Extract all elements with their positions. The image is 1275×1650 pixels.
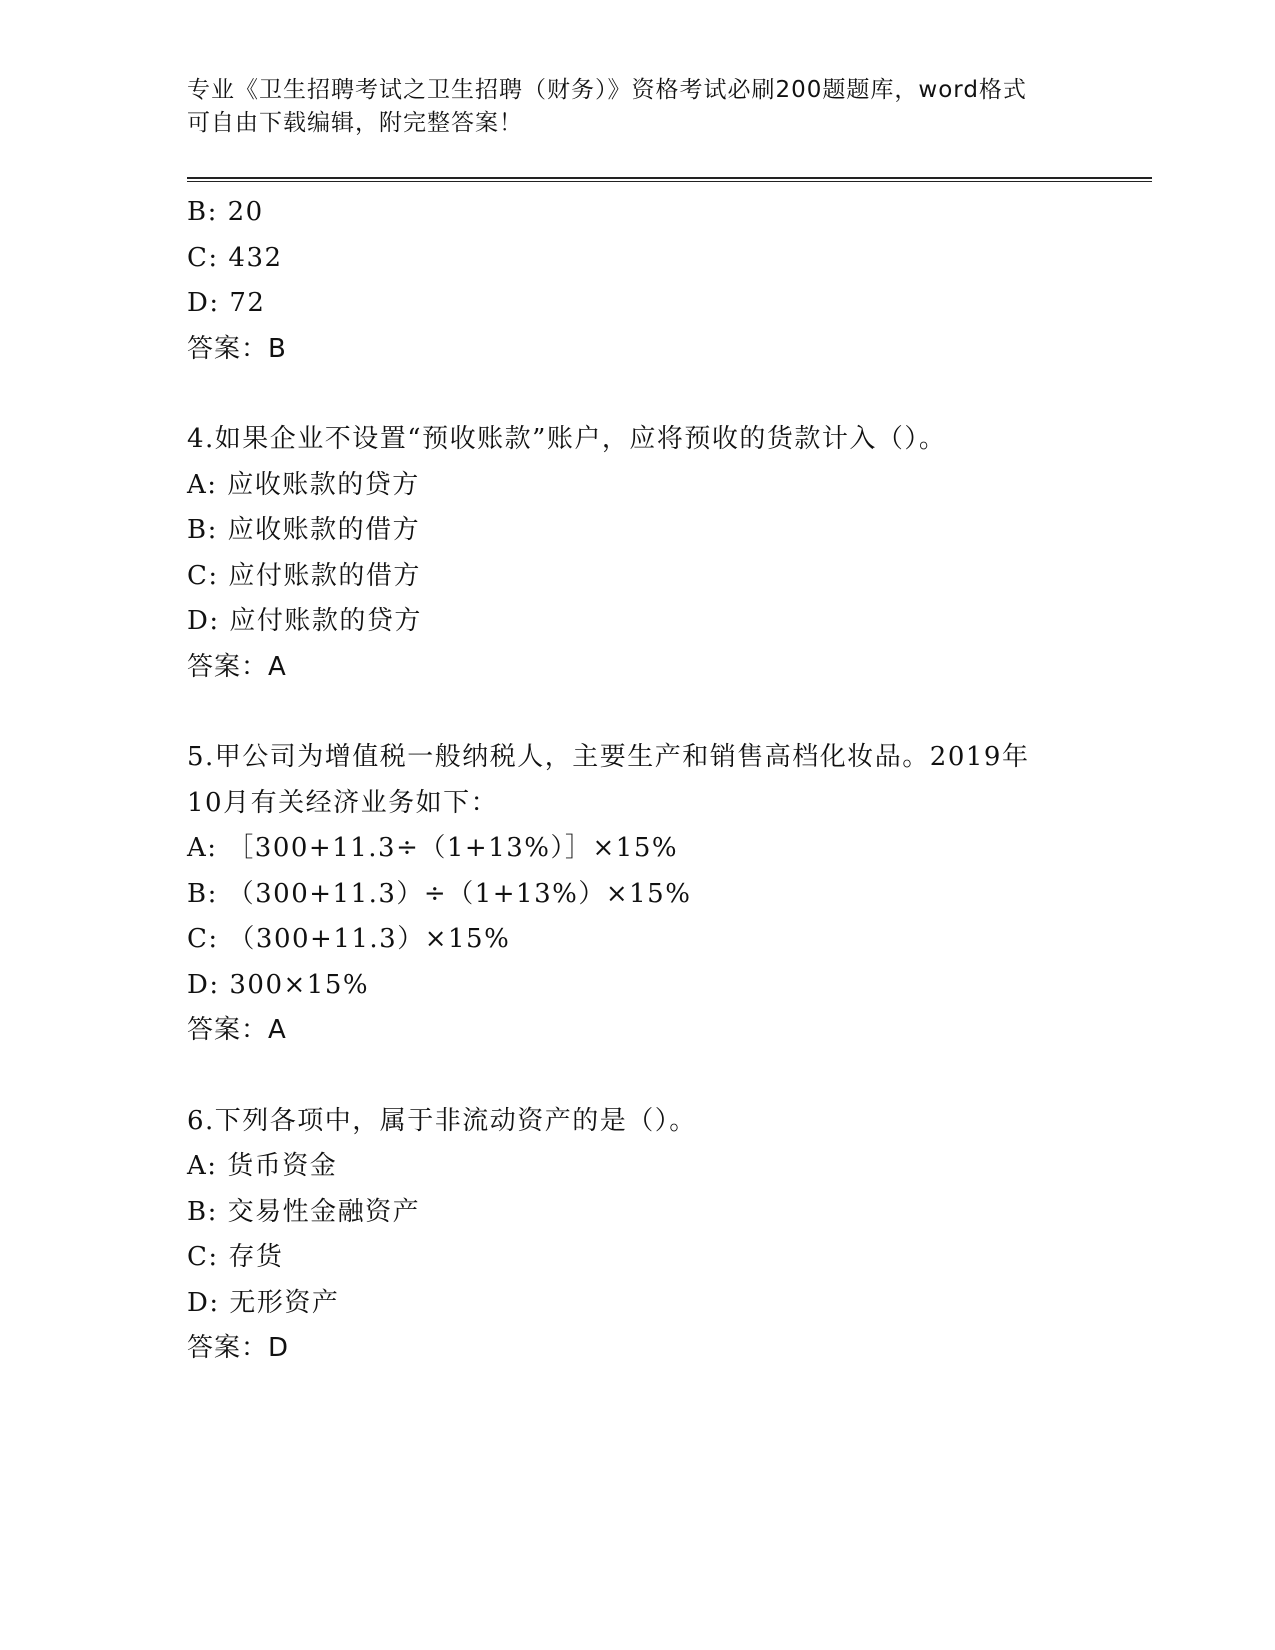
option-d: D: 无形资产 — [187, 1287, 340, 1318]
question-6 — [187, 1099, 1087, 1372]
option-b: B: 20 — [187, 197, 264, 227]
spacer — [187, 372, 1087, 417]
answer-line: 答案：B — [187, 333, 287, 364]
option-b: B: 交易性金融资产 — [187, 1196, 421, 1227]
option-a: A: 应收账款的贷方 — [187, 469, 420, 500]
header-title-line-1: 专业《卫生招聘考试之卫生招聘（财务）》资格考试必刷200题题库，word格式 — [187, 77, 1027, 103]
question-stem-line-1: 5.甲公司为增值税一般纳税人，主要生产和销售高档化妆品。2019年 — [187, 742, 1030, 772]
option-c: C: 存货 — [187, 1242, 284, 1272]
question-5 — [187, 735, 1087, 1054]
question-4 — [187, 417, 1087, 690]
header-divider — [187, 177, 1152, 182]
question-stem: 6.下列各项中，属于非流动资产的是（）。 — [187, 1105, 697, 1136]
question-stem: 4.如果企业不设置“预收账款”账户，应将预收的货款计入（）。 — [187, 424, 947, 454]
header-title-line-2: 可自由下载编辑，附完整答案！ — [187, 110, 523, 136]
option-d: D: 300×15% — [187, 969, 370, 1000]
answer-line: 答案：D — [187, 1333, 290, 1363]
option-c: C: 432 — [187, 242, 283, 273]
question-stem-line-2: 10月有关经济业务如下： — [187, 787, 499, 818]
option-b: B: 应收账款的借方 — [187, 515, 421, 545]
option-c: C: 应付账款的借方 — [187, 560, 421, 591]
question-list — [187, 190, 1087, 1372]
option-a: A: 货币资金 — [187, 1151, 338, 1181]
question-3-tail — [187, 190, 1087, 372]
option-d: D: 72 — [187, 288, 266, 318]
spacer — [187, 1054, 1087, 1099]
option-c: C: （300+11.3）×15% — [187, 924, 511, 954]
answer-line: 答案：A — [187, 1015, 287, 1045]
answer-line: 答案：A — [187, 651, 287, 682]
option-d: D: 应付账款的贷方 — [187, 606, 422, 636]
option-b: B: （300+11.3）÷（1+13%）×15% — [187, 878, 692, 909]
document-header — [187, 74, 1067, 140]
option-a: A: ［300+11.3÷（1+13%）］×15% — [187, 833, 679, 863]
spacer — [187, 690, 1087, 735]
